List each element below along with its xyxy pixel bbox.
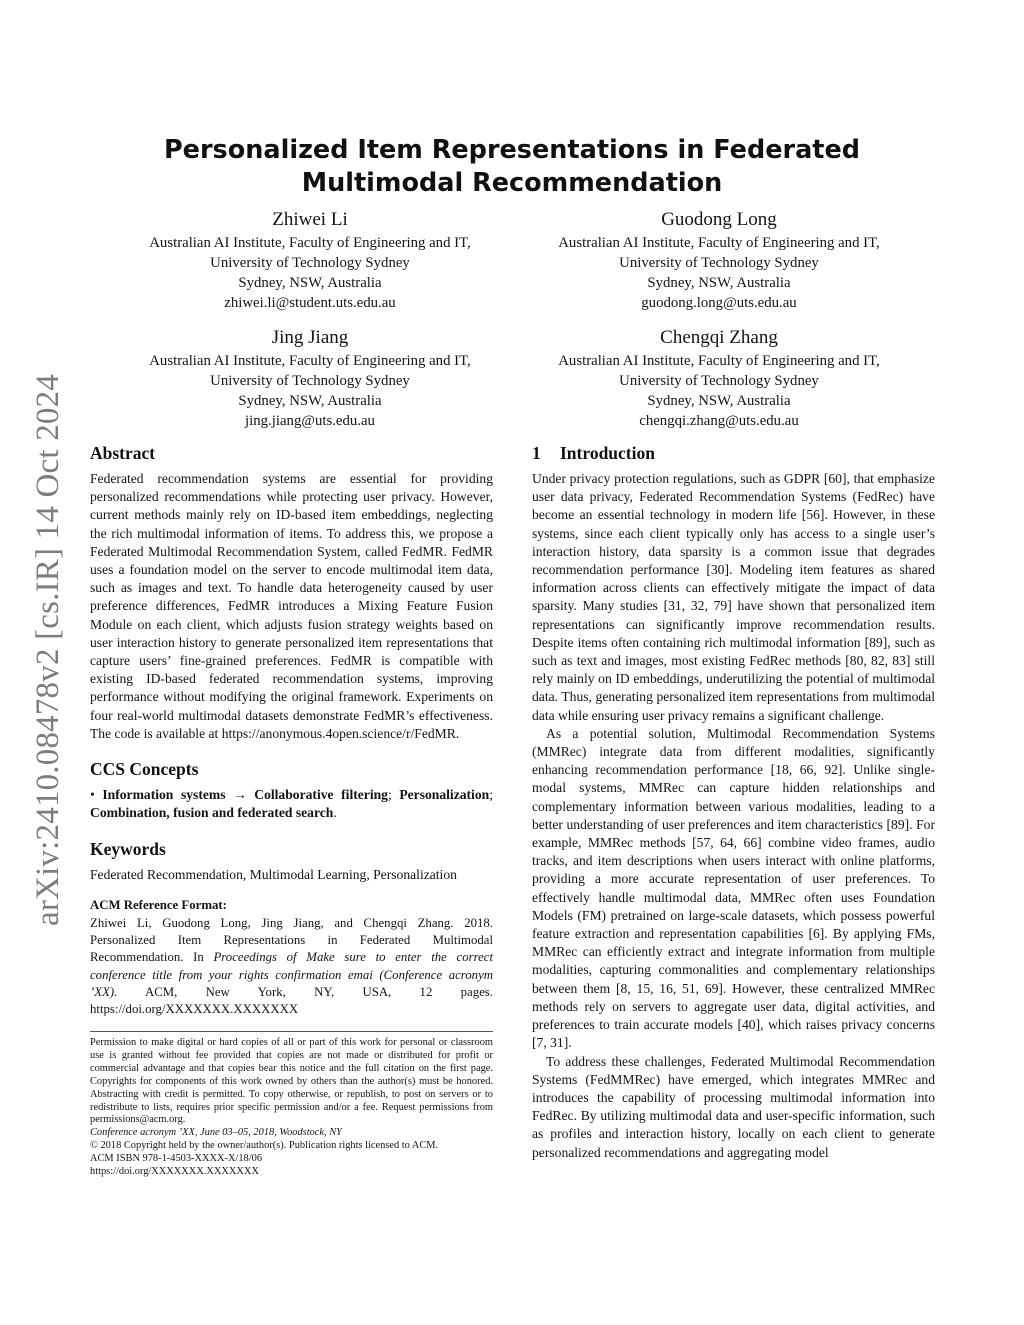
left-column: [90, 441, 493, 1018]
introduction-heading: [532, 442, 935, 464]
introduction-paragraph: Under privacy protection regulations, such as GDPR [60], that emphasize user data privacy, Federated Recommendation Systems (FedRec) have become an essential technology in modern life [56]. However, in these systems, since each client typically only has access to a single user’s interaction history, data sparsity is a common issue that degrades recommendation performance [30]. Modeling item features as shared information across clients can effectively mitigate the impact of data sparsity. Many studies [31, 32, 79] have shown that personalized item representations can significantly improve recommendation results. Despite items often containing rich multimodal information [89], such as such as text and images, most existing FedRec methods [80, 82, 83] still rely mainly on ID embeddings, underutilizing the potential of multimodal data. Thus, generating personalized item representations from multimodal data while ensuring user privacy remains a significant challenge.: [532, 471, 935, 723]
author-email: guodong.long@uts.edu.au: [641, 295, 797, 311]
acm-reference-part: ACM, New York, NY, USA, 12 pages. https://doi.org/XXXXXXX.XXXXXXX: [90, 984, 493, 1017]
acm-reference-text: [90, 915, 493, 1019]
author-affiliation: Australian AI Institute, Faculty of Engineering and IT,: [149, 353, 471, 369]
keywords-text: Federated Recommendation, Multimodal Learning, Personalization: [90, 867, 457, 883]
author-block-guodong-long: [509, 208, 929, 313]
author-university: University of Technology Sydney: [210, 255, 410, 271]
author-email: chengqi.zhang@uts.edu.au: [639, 413, 799, 429]
author-university: University of Technology Sydney: [210, 373, 410, 389]
section-title: Introduction: [560, 443, 655, 463]
right-column: [532, 441, 935, 1162]
author-university: University of Technology Sydney: [619, 255, 819, 271]
abstract-text: Federated recommendation systems are essential for providing personalized recommendations while protecting user privacy. However, current methods mainly rely on ID-based item embeddings, neglecting the rich multimodal information of items. To address this, we propose a Federated Multimodal Recommendation System, called FedMR. FedMR uses a foundation model on the server to encode multimodal item data, such as images and text. To handle data heterogeneity caused by user preference differences, FedMR introduces a Mixing Feature Fusion Module on each client, which adjusts fusion strategy weights based on user interaction history to generate personalized item representations that capture users’ fine-grained preferences. FedMR is compatible with existing ID-based federated recommendation systems, improving performance without modifying the original framework. Experiments on four real-world multimodal datasets demonstrate FedMR’s effectiveness. The code is available at https://anonymous.4open.science/r/FedMR.: [90, 471, 493, 741]
author-location: Sydney, NSW, Australia: [238, 275, 382, 291]
author-affiliation: Australian AI Institute, Faculty of Engineering and IT,: [149, 235, 471, 251]
author-email: jing.jiang@uts.edu.au: [245, 413, 375, 429]
author-university: University of Technology Sydney: [619, 373, 819, 389]
acm-reference-heading: ACM Reference Format:: [90, 897, 227, 912]
author-email: zhiwei.li@student.uts.edu.au: [224, 295, 396, 311]
introduction-paragraph: To address these challenges, Federated Multimodal Recommendation Systems (FedMMRec) have emerged, which integrates MMRec and introduces the capability of processing multimodal information into FedRec. By utilizing multimodal data and user-specific information, such as profiles and interaction history, locally on each client to generate personalized recommendations and aggregating model: [532, 1053, 935, 1160]
acm-reference-part: Zhiwei Li, Guodong Long, Jing Jiang, and Chengqi Zhang. 2018. Personalized Item Representations in Federated Multimodal Recommendation. In: [90, 915, 493, 965]
author-location: Sydney, NSW, Australia: [238, 393, 382, 409]
author-location: Sydney, NSW, Australia: [647, 275, 791, 291]
ccs-concepts-heading: CCS Concepts: [90, 759, 199, 780]
footnote-copyright: © 2018 Copyright held by the owner/author(s). Publication rights licensed to ACM.: [90, 1140, 439, 1152]
footnote-permission: Permission to make digital or hard copies of all or part of this work for personal or classroom use is granted without fee provided that copies are not made or distributed for profit or commercial advantage and that copies bear this notice and the full citation on the first page. Copyrights for components of this work owned by others than the author(s) must be honored. Abstracting with credit is permitted. To copy otherwise, or republish, to post on servers or to redistribute to lists, requires prior specific permission and/or a fee. Request permissions from permissions@acm.org.: [90, 1037, 493, 1126]
ccs-term: Information systems → Collaborative filtering: [102, 787, 388, 803]
ccs-term: Combination, fusion and federated search: [90, 805, 334, 821]
introduction-paragraph: As a potential solution, Multimodal Recommendation Systems (MMRec) integrate data from different modalities, significantly enhancing recommendation performance [18, 66, 92]. Unlike single-modal systems, MMRec can capture hidden relationships and complementary information between various modalities, leading to a better understanding of user preferences and item characteristics [89]. For example, MMRec methods [57, 64, 66] combine video frames, audio tracks, and item descriptions when users interact with online platforms, providing a more accurate representation of user preferences. To effectively handle multimodal data, MMRec often uses Foundation Models (FM) pretrained on large-scale datasets, which possess powerful feature extraction and representation capabilities [6]. By applying FMs, MMRec can efficiently extract and integrate information from multiple modalities, capturing commonalities and complementary relationships between them [8, 15, 16, 51, 69]. However, these centralized MMRec methods rely on servers to aggregate user data, digital activities, and preferences to train accurate models [40], which raises privacy concerns [7, 31].: [532, 725, 935, 1051]
footnote-divider: [90, 1031, 493, 1032]
keywords-heading: Keywords: [90, 839, 166, 860]
footnote-isbn: ACM ISBN 978-1-4503-XXXX-X/18/06: [90, 1153, 263, 1165]
acm-reference-proceedings: Proceedings of Make sure to enter the correct conference title from your rights confirmation emai (Conference acronym ’XX).: [90, 950, 493, 999]
ccs-bullet: •: [90, 787, 95, 803]
footnote-doi: https://doi.org/XXXXXXX.XXXXXXX: [90, 1166, 259, 1178]
author-name: Jing Jiang: [271, 327, 349, 348]
paper-title: Personalized Item Representations in Federated Multimodal Recommendation: [163, 135, 861, 198]
section-number: 1: [532, 443, 541, 463]
ccs-separator: ;: [489, 787, 493, 803]
author-name: Zhiwei Li: [272, 209, 348, 230]
author-block-chengqi-zhang: [509, 326, 929, 431]
ccs-term: Personalization: [399, 787, 490, 803]
author-block-zhiwei-li: [100, 208, 520, 313]
ccs-concepts-text: [90, 786, 493, 822]
ccs-end: .: [333, 805, 337, 821]
ccs-separator: ;: [387, 787, 400, 803]
author-location: Sydney, NSW, Australia: [647, 393, 791, 409]
permission-footnote: [90, 1037, 493, 1179]
author-affiliation: Australian AI Institute, Faculty of Engineering and IT,: [558, 353, 880, 369]
author-block-jing-jiang: [100, 326, 520, 431]
footnote-conference: Conference acronym ’XX, June 03–05, 2018, Woodstock, NY: [90, 1127, 342, 1139]
author-name: Chengqi Zhang: [660, 327, 778, 348]
author-affiliation: Australian AI Institute, Faculty of Engineering and IT,: [558, 235, 880, 251]
abstract-heading: Abstract: [90, 443, 156, 463]
author-name: Guodong Long: [661, 209, 777, 230]
arxiv-identifier-stamp: arXiv:2410.08478v2 [cs.IR] 14 Oct 2024: [30, 373, 66, 927]
